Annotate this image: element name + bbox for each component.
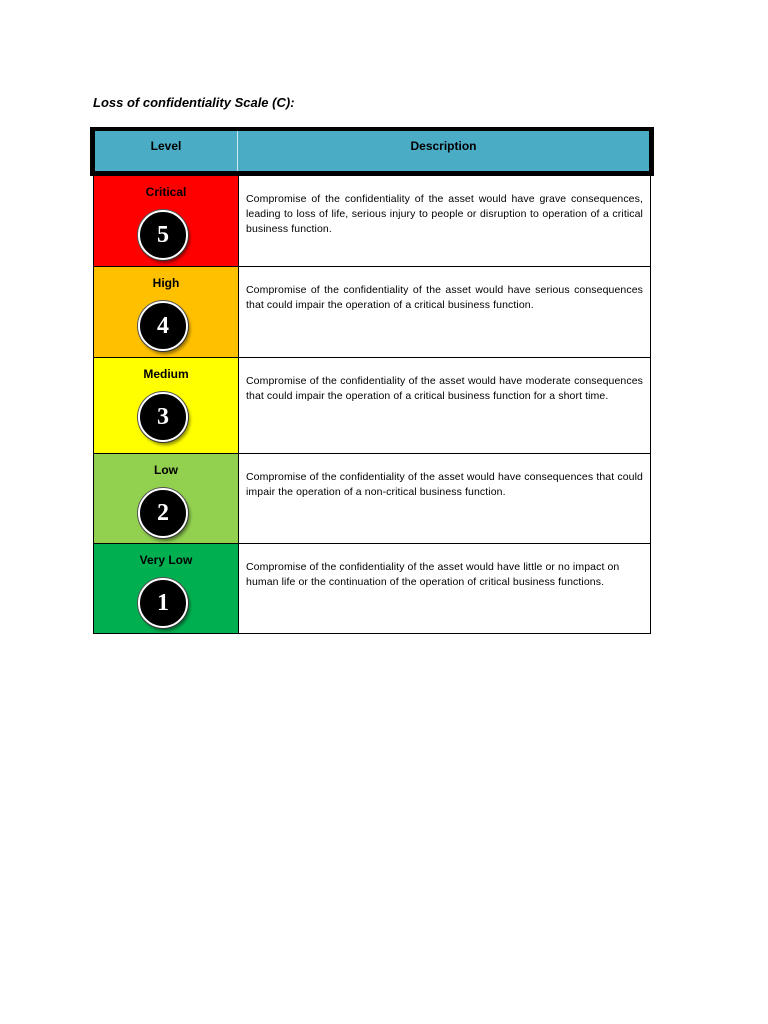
level-label: Low <box>154 463 178 477</box>
level-cell-low <box>94 454 239 543</box>
level-cell-high <box>94 267 239 357</box>
table-row-low <box>94 453 650 543</box>
level-number-badge: 3 <box>138 392 188 442</box>
level-label: Critical <box>145 185 187 199</box>
table-row-medium <box>94 357 650 453</box>
description-cell: Compromise of the confidentiality of the asset would have consequences that could impair the operation of a non-critical business function. <box>246 471 643 498</box>
table-header-row <box>95 131 649 171</box>
level-label: High <box>152 276 180 290</box>
level-number-badge: 2 <box>138 488 188 538</box>
description-cell: Compromise of the confidentiality of the asset would have moderate consequences that could impair the operation of a critical business function for a short time. <box>246 375 643 402</box>
level-number-badge: 5 <box>138 210 188 260</box>
description-cell: Compromise of the confidentiality of the asset would have grave consequences, leading to loss of life, serious injury to people or disruption to operation of a critical business function. <box>246 193 643 235</box>
confidentiality-scale-table <box>93 176 651 634</box>
level-label: Medium <box>143 367 189 381</box>
description-cell: Compromise of the confidentiality of the asset would have little or no impact on human life or the continuation of the operation of critical business functions. <box>246 561 620 588</box>
table-row-high <box>94 266 650 357</box>
table-row-very-low <box>94 543 650 633</box>
level-cell-very-low <box>94 544 239 633</box>
header-description: Description <box>410 139 477 153</box>
document-title: Loss of confidentiality Scale (C): <box>93 95 295 110</box>
level-cell-critical <box>94 176 239 266</box>
level-label: Very Low <box>139 553 193 567</box>
header-level: Level <box>95 131 238 171</box>
description-cell: Compromise of the confidentiality of the asset would have serious consequences that could impair the operation of a critical business function. <box>246 284 643 311</box>
table-row-critical <box>94 176 650 266</box>
level-number-badge: 4 <box>138 301 188 351</box>
level-number-badge: 1 <box>138 578 188 628</box>
table-header <box>90 127 654 176</box>
level-cell-medium <box>94 358 239 453</box>
